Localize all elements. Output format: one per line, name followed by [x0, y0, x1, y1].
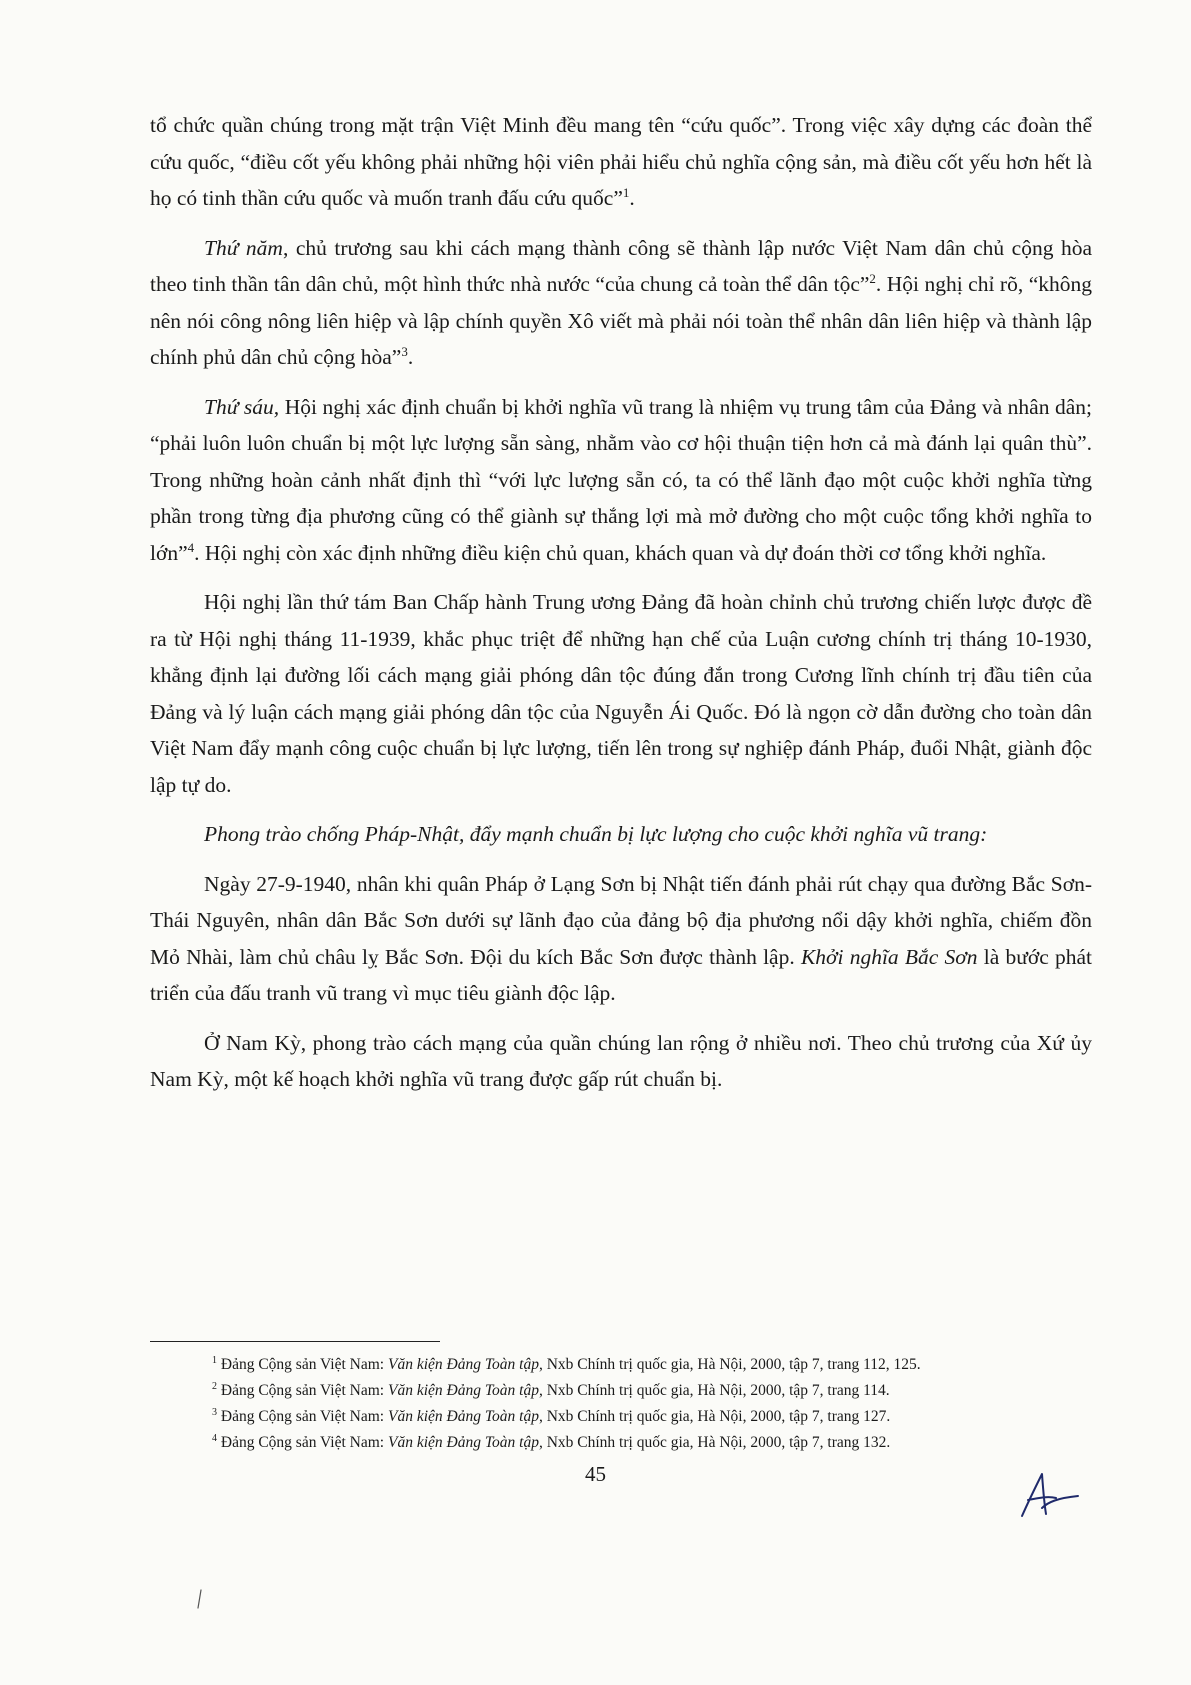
footnote-title: Văn kiện Đảng Toàn tập — [387, 1382, 539, 1399]
stray-pen-mark — [195, 1588, 205, 1617]
text-run: . Hội nghị chỉ rõ, “không nên nói công nông liên hiệp và lập chính quyền Xô viết mà phải nói toàn thể nhân dân liên hiệp và thành lập chính phủ dân chủ cộng hòa” — [150, 272, 1092, 369]
footnote-author: Đảng Cộng sản Việt Nam: — [220, 1356, 388, 1373]
footnote-details: , Nxb Chính trị quốc gia, Hà Nội, 2000, tập 7, trang 112, 125. — [538, 1356, 921, 1373]
text-run: , chủ trương sau khi cách mạng thành công sẽ thành lập nước Việt Nam dân chủ cộng hòa theo tinh thần tân dân chủ, một hình thức nhà nước “của chung cả toàn thể dân tộc” — [150, 235, 1092, 296]
text-run: là bước phát triển của đấu tranh vũ trang vì mục tiêu giành độc lập. — [150, 944, 1092, 1005]
footnote-number: 3 — [212, 1406, 217, 1418]
paragraph — [150, 107, 1092, 217]
footnote-number: 2 — [212, 1380, 217, 1392]
footnote-number: 4 — [212, 1432, 217, 1444]
footnotes — [150, 1352, 1092, 1456]
footnote-details: , Nxb Chính trị quốc gia, Hà Nội, 2000, tập 7, trang 132. — [538, 1434, 891, 1451]
text-run: Ở Nam Kỳ, phong trào cách mạng của quần chúng lan rộng ở nhiều nơi. Theo chủ trương của Xứ ủy Nam Kỳ, một kế hoạch khởi nghĩa vũ trang được gấp rút chuẩn bị. — [150, 1030, 1092, 1091]
paragraph — [150, 389, 1092, 572]
text-run: tổ chức quần chúng trong mặt trận Việt Minh đều mang tên “cứu quốc”. Trong việc xây dựng các đoàn thể cứu quốc, “điều cốt yếu không phải những hội viên phải hiểu chủ nghĩa cộng sản, mà điều cốt yếu hơn hết là họ có tinh thần cứu quốc và muốn tranh đấu cứu quốc” — [150, 113, 1092, 210]
footnote-ref-4: 4 — [187, 539, 195, 555]
footnote-3 — [150, 1404, 1092, 1430]
handwritten-initials-signature — [1012, 1468, 1082, 1533]
text-run: Phong trào chống Pháp-Nhật, đẩy mạnh chuẩn bị lực lượng cho cuộc khởi nghĩa vũ trang: — [204, 822, 988, 846]
paragraph — [150, 230, 1092, 376]
italic-heading: Thứ sáu, — [204, 394, 280, 419]
italic-heading: Thứ năm — [204, 235, 283, 260]
footnote-author: Đảng Cộng sản Việt Nam: — [220, 1408, 388, 1425]
paragraph — [150, 584, 1092, 803]
footnote-1 — [150, 1352, 1092, 1378]
footnote-author: Đảng Cộng sản Việt Nam: — [220, 1382, 388, 1399]
text-run: . — [407, 345, 414, 369]
text-run: . — [629, 186, 635, 210]
paragraph — [150, 1025, 1092, 1098]
text-run: Hội nghị lần thứ tám Ban Chấp hành Trung ương Đảng đã hoàn chỉnh chủ trương chiến lược được đề ra từ Hội nghị tháng 11-1939, khắc phục triệt để những hạn chế của Luận cương chính trị tháng 10-1930, khẳng định lại đường lối cách mạng giải phóng dân tộc đúng đắn trong Cương lĩnh chính trị đầu tiên của Đảng và lý luận cách mạng giải phóng dân tộc của Nguyễn Ái Quốc. Đó là ngọn cờ dẫn đường cho toàn dân Việt Nam đẩy mạnh công cuộc chuẩn bị lực lượng, tiến lên trong sự nghiệp đánh Pháp, đuổi Nhật, giành độc lập tự do. — [150, 590, 1092, 797]
text-run: Hội nghị xác định chuẩn bị khởi nghĩa vũ trang là nhiệm vụ trung tâm của Đảng và nhân dân; “phải luôn luôn chuẩn bị một lực lượng sẵn sàng, nhằm vào cơ hội thuận tiện hơn cả mà đánh lại quân thù”. Trong những hoàn cảnh nhất định thì “với lực lượng sẵn có, ta có thể lãnh đạo một cuộc khởi nghĩa từng phần trong từng địa phương cũng có thể giành sự thắng lợi mà mở đường cho một cuộc tổng khởi nghĩa to lớn” — [150, 394, 1092, 565]
footnote-author: Đảng Cộng sản Việt Nam: — [220, 1434, 388, 1451]
footnote-title: Văn kiện Đảng Toàn tập — [387, 1408, 539, 1425]
footnote-ref-3: 3 — [401, 343, 408, 359]
section-heading — [150, 816, 1092, 853]
text-run: Ngày 27-9-1940, nhân khi quân Pháp ở Lạng Sơn bị Nhật tiến đánh phải rút chạy qua đường Bắc Sơn-Thái Nguyên, nhân dân Bắc Sơn dưới sự lãnh đạo của đảng bộ địa phương nổi dậy khởi nghĩa, chiếm đồn Mỏ Nhài, làm chủ châu lỵ Bắc Sơn. Đội du kích Bắc Sơn được thành lập. — [150, 871, 1092, 969]
footnote-title: Văn kiện Đảng Toàn tập — [387, 1434, 539, 1451]
footnote-number: 1 — [212, 1354, 217, 1366]
page-number: 45 — [585, 1462, 606, 1486]
footnote-title: Văn kiện Đảng Toàn tập — [387, 1356, 539, 1373]
footnote-ref-2: 2 — [869, 270, 876, 286]
paragraph — [150, 866, 1092, 1012]
footnote-details: , Nxb Chính trị quốc gia, Hà Nội, 2000, tập 7, trang 127. — [538, 1408, 891, 1425]
footnote-details: , Nxb Chính trị quốc gia, Hà Nội, 2000, tập 7, trang 114. — [538, 1382, 890, 1399]
text-run: . Hội nghị còn xác định những điều kiện chủ quan, khách quan và dự đoán thời cơ tổng khởi nghĩa. — [194, 540, 1047, 565]
footnote-2 — [150, 1378, 1092, 1404]
footnote-4 — [150, 1430, 1092, 1456]
footnote-separator — [150, 1341, 440, 1342]
italic-term: Khởi nghĩa Bắc Sơn — [800, 944, 978, 969]
body-text — [150, 107, 1092, 1111]
footnote-ref-1: 1 — [622, 184, 630, 200]
